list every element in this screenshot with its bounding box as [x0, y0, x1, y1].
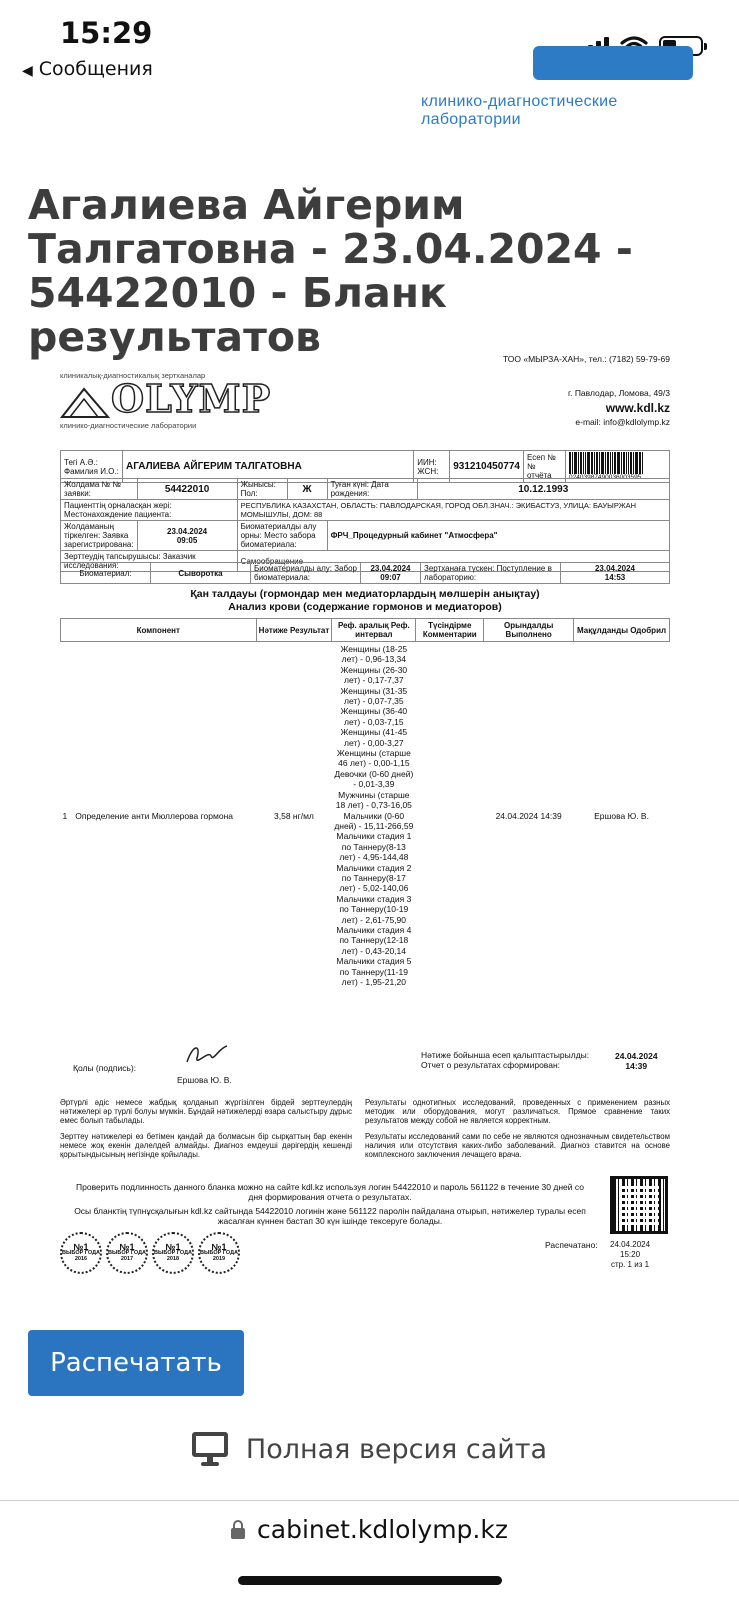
row-num: 1 — [62, 810, 68, 821]
collect-place-value: ФРЧ_Процедурный кабинет "Атмосфера" — [327, 521, 669, 551]
iin-label: ИИН: ЖСН: — [414, 451, 450, 483]
analysis-title-ru: Анализ крови (содержание гормонов и медиаторов) — [228, 601, 502, 613]
request-label: Жолдама № № заявки: — [61, 479, 138, 500]
row-comment — [416, 642, 484, 990]
registered-time: 09:05 — [176, 535, 198, 545]
disclaimer-kz-2: Зерттеу нәтижелері өз бетімен қандай да болмасын бір сырқаттың бар екенін немесе жоқ екенін дәлелдей алмайды. Диагноз емдеуші дәрігердің кешенді қорытындысының негізінде қойылады. — [60, 1132, 352, 1159]
signature-label: Қолы (подпись): — [73, 1063, 137, 1073]
barcode — [569, 452, 666, 474]
lab-email: e-mail: info@kdlolymp.kz — [575, 417, 670, 427]
lab-address: г. Павлодар, Ломова, 49/3 — [568, 388, 670, 398]
olymp-logo-icon — [60, 383, 110, 419]
disclaimer-ru-1: Результаты однотипных исследований, проведенных с применением разных методик или оборудования, могут различаться. Прямое сравнение таких результатов между собой не является корректным. — [365, 1098, 670, 1125]
row-reference: Женщины (18-25 лет) - 0,96-13,34 Женщины (26-30 лет) - 0,17-7,37 Женщины (31-35 лет) - 0,07-7,35 Женщины (36-40 лет) - 0,03-7,15 Женщины (41-45 лет) - 0,00-3,27 Женщины (старше 46 лет) - 0,00-1,15 Девочки (0-60 дней) - 0,01-3,39 Мужчины (старше 18 лет) - 0,73-16,05 Мальчики (0-60 дней) - 15,11-266,59 Мальчики стадия 1 по Таннеру(8-13 лет) - 4,95-144,48 Мальчики стадия 2 по Таннеру(8-17 лет) - 5,02-140,06 Мальчики стадия 3 по Таннеру(10-19 лет) - 2,61-75,90 Мальчики стадия 4 по Таннеру(12-18 лет) - 0,43-20,14 Мальчики стадия 5 по Таннеру(11-19 лет) - 1,95-21,20 — [334, 644, 414, 987]
col-approved: Мақұлданды Одобрил — [574, 619, 670, 642]
header-logo — [421, 60, 711, 128]
location-label: Пациенттің орналасқан жері: Местонахождение пациента: — [61, 500, 238, 521]
printed-date: 24.04.2024 — [610, 1240, 651, 1249]
award-badge: №1 ВЫБОР ГОДА 2017 — [106, 1232, 148, 1274]
back-triangle-icon: ◀ — [22, 63, 33, 79]
qr-code — [610, 1176, 668, 1234]
received-date: 23.04.2024 — [594, 564, 636, 573]
award-badge: №1 ВЫБОР ГОДА 2019 — [198, 1232, 240, 1274]
monitor-icon — [192, 1432, 228, 1466]
collected-time: 09:07 — [380, 573, 401, 582]
award-badge: №1 ВЫБОР ГОДА 2018 — [152, 1232, 194, 1274]
back-label: Сообщения — [38, 58, 153, 80]
sex-value: Ж — [287, 479, 327, 500]
dob-value: 10.12.1993 — [417, 479, 669, 500]
col-done: Орындалды Выполнено — [484, 619, 574, 642]
col-component: Компонент — [61, 619, 257, 642]
logo-tagline: клинико-диагностические лаборатории — [421, 93, 618, 128]
address-bar[interactable] — [0, 1515, 739, 1544]
disclaimer-kz-1: Әртүрлі әдіс немесе жабдық қолданып жүргізілген бірдей зерттеулердің нәтижелері әр түрлі болуы мүмкін. Бұндай нәтижелерді өзара салыстыру дұрыс емес болып табылады. — [60, 1098, 352, 1125]
verify-kz: Осы бланктің түпнұсқалығын kdl.kz сайтында 54422010 логинін және 561122 паролін пайдалана отырып, нәтижелер туралы есеп жасалған күннен бастап 30 күн ішінде тексеруге болады. — [74, 1206, 586, 1226]
row-component: Определение анти Мюллерова гормона — [75, 810, 234, 821]
disclaimer-ru-2: Результаты исследований сами по себе не являются однозначным свидетельством наличия или отсутствия каких-либо заболеваний. Диагноз ставится на основе комплексного заключения лечащего врача. — [365, 1132, 670, 1159]
back-to-messages[interactable] — [22, 58, 153, 80]
divider — [0, 1500, 739, 1501]
biomaterial-value: Сыворотка — [151, 563, 251, 584]
printed-time: 15:20 — [620, 1250, 641, 1259]
full-site-link[interactable] — [0, 1432, 739, 1466]
lock-icon — [231, 1520, 245, 1540]
request-value: 54422010 — [137, 479, 237, 500]
signature-mark — [183, 1040, 231, 1068]
logo-bottom-text: клинико-диагностические лаборатории — [60, 421, 197, 430]
logo-word: OLYMP — [111, 376, 272, 421]
page-info: стр. 1 из 1 — [611, 1260, 650, 1269]
registered-date: 23.04.2024 — [167, 526, 208, 536]
results-table — [60, 618, 670, 989]
row-approved: Ершова Ю. В. — [594, 810, 649, 821]
received-time: 14:53 — [604, 573, 626, 582]
customer-label: Зерттеудің тапсырушысы: Заказчик исследования: — [61, 551, 238, 572]
report-formed-date: 24.04.2024 — [615, 1051, 658, 1061]
location-value: РЕСПУБЛИКА КАЗАХСТАН, ОБЛАСТЬ: ПАВЛОДАРСКАЯ, ГОРОД ОБЛ.ЗНАЧ.: ЭКИБАСТУЗ, УЛИЦА: БАУЫРЖАН МОМЫШУЛЫ, ДОМ: 88 — [237, 500, 669, 521]
printed-label: Распечатано: — [545, 1240, 598, 1250]
awards — [60, 1232, 240, 1274]
home-indicator[interactable] — [238, 1576, 502, 1585]
url-text: cabinet.kdlolymp.kz — [257, 1515, 508, 1544]
collected-label: Биоматериалды алу: Забор биоматериала: — [251, 563, 361, 584]
results-document — [55, 350, 685, 1280]
collect-place-label: Биоматериалды алу орны: Место забора биоматериала: — [237, 521, 327, 551]
award-badge: №1 ВЫБОР ГОДА 2016 — [60, 1232, 102, 1274]
logo-top-text: клиникалық-диагностикалық зертханалар — [60, 371, 206, 380]
iin-value: 931210450774 — [450, 451, 524, 483]
verify-ru: Проверить подлинность данного бланка можно на сайте kdl.kz используя логин 54422010 и пароль 561122 в течение 30 дней со дня формирования отчета о результатах. — [76, 1182, 584, 1202]
barcode-number: 02403987490036003595 — [569, 474, 642, 481]
customer-value: Самообращение — [237, 551, 669, 572]
fio-label: Тегі А.Ә.: Фамилия И.О.: — [61, 451, 123, 483]
registered-label: Жолдаманың тіркелген: Заявка зарегистрирована: — [61, 521, 138, 551]
analysis-title-kz: Қан талдауы (гормондар мен медиаторлардың мөлшерін анықтау) — [190, 588, 540, 600]
lab-website: www.kdl.kz — [605, 401, 670, 415]
received-label: Зертханаға түскен: Поступление в лабораторию: — [421, 563, 561, 584]
col-comment: Түсіндірме Комментарии — [416, 619, 484, 642]
report-formed-time: 14:39 — [625, 1061, 648, 1071]
clock: 15:29 — [60, 16, 153, 50]
signer-name: Ершова Ю. В. — [177, 1075, 232, 1085]
sex-label: Жынысы: Пол: — [237, 479, 287, 500]
row-result: 3,58 нг/мл — [274, 810, 314, 821]
table-row — [61, 642, 670, 990]
logo-mark — [533, 46, 693, 80]
print-button[interactable]: Распечатать — [28, 1330, 244, 1396]
row-done: 24.04.2024 14:39 — [495, 810, 562, 821]
report-formed-label: Нәтиже бойынша есеп қалыптастырылды: Отчет о результатах сформирован: — [421, 1050, 590, 1070]
fio-value: АГАЛИЕВА АЙГЕРИМ ТАЛГАТОВНА — [123, 451, 414, 483]
full-site-label: Полная версия сайта — [245, 1433, 548, 1465]
company-line: ТОО «МЫРЗА-ХАН», тел.: (7182) 59-79-69 — [502, 354, 670, 364]
report-no-label: Есеп № № отчёта — [524, 451, 566, 483]
collected-date: 23.04.2024 — [370, 564, 411, 573]
col-result: Нәтиже Результат — [256, 619, 332, 642]
col-reference: Реф. аралық Реф. интервал — [332, 619, 416, 642]
biomaterial-label: Биоматериал: — [61, 563, 151, 584]
page-title: Агалиева Айгерим Талгатовна - 23.04.2024 - 54422010 - Бланк результатов — [28, 181, 633, 361]
dob-label: Туған күні: Дата рождения: — [327, 479, 417, 500]
